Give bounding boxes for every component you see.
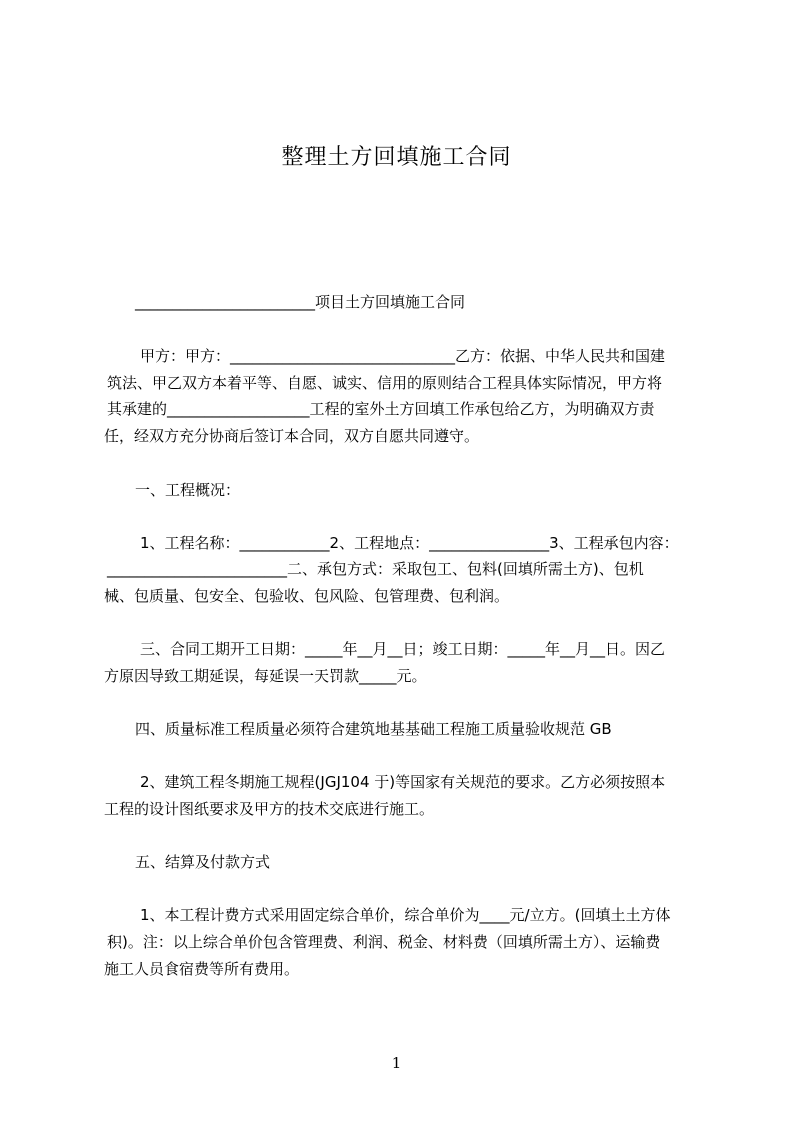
document-title: 整理土方回填施工合同 (281, 145, 512, 170)
section-1-line-2: ________________________二、承包方式：采取包工、包料(回填所需土方)、包机 (107, 560, 644, 578)
contract-subtitle: ________________________项目土方回填施工合同 (135, 293, 466, 311)
section-1-line-3: 械、包质量、包安全、包验收、包风险、包管理费、包利润。 (104, 587, 510, 605)
section-4-line-2: 工程的设计图纸要求及甲方的技术交底进行施工。 (104, 800, 435, 818)
parties-line-2: 筑法、甲乙双方本着平等、自愿、诚实、信用的原则结合工程具体实际情况，甲方将 (107, 374, 663, 392)
parties-line-3: 其承建的___________________工程的室外土方回填工作承包给乙方，为明确双方责 (107, 400, 655, 418)
section-4-heading: 四、质量标准工程质量必须符合建筑地基基础工程施工质量验收规范 GB (135, 720, 612, 738)
parties-line-1: 甲方：甲方：______________________________乙方：依据、中华人民共和国建 (140, 347, 666, 365)
section-5-line-1: 1、本工程计费方式采用固定综合单价，综合单价为____元/立方。(回填土土方体 (140, 906, 671, 924)
section-3-line-1: 三、合同工期开工日期：_____年__月__日；竣工日期：_____年__月__日。因乙 (140, 640, 666, 658)
section-4-line-1: 2、建筑工程冬期施工规程(JGJ104 于)等国家有关规范的要求。乙方必须按照本 (140, 773, 666, 791)
section-1-line-1: 1、工程名称：____________2、工程地点：________________3、工程承包内容： (140, 534, 679, 552)
section-5-line-3: 施工人员食宿费等所有费用。 (104, 960, 300, 978)
section-5-heading: 五、结算及付款方式 (135, 853, 271, 871)
parties-line-4: 任，经双方充分协商后签订本合同，双方自愿共同遵守。 (104, 427, 480, 445)
page-number: 1 (391, 1054, 402, 1072)
section-3-line-2: 方原因导致工期延误，每延误一天罚款_____元。 (104, 667, 427, 685)
section-5-line-2: 积)。注：以上综合单价包含管理费、利润、税金、材料费（回填所需土方）、运输费 (107, 933, 661, 951)
section-1-heading: 一、工程概况： (135, 481, 241, 499)
